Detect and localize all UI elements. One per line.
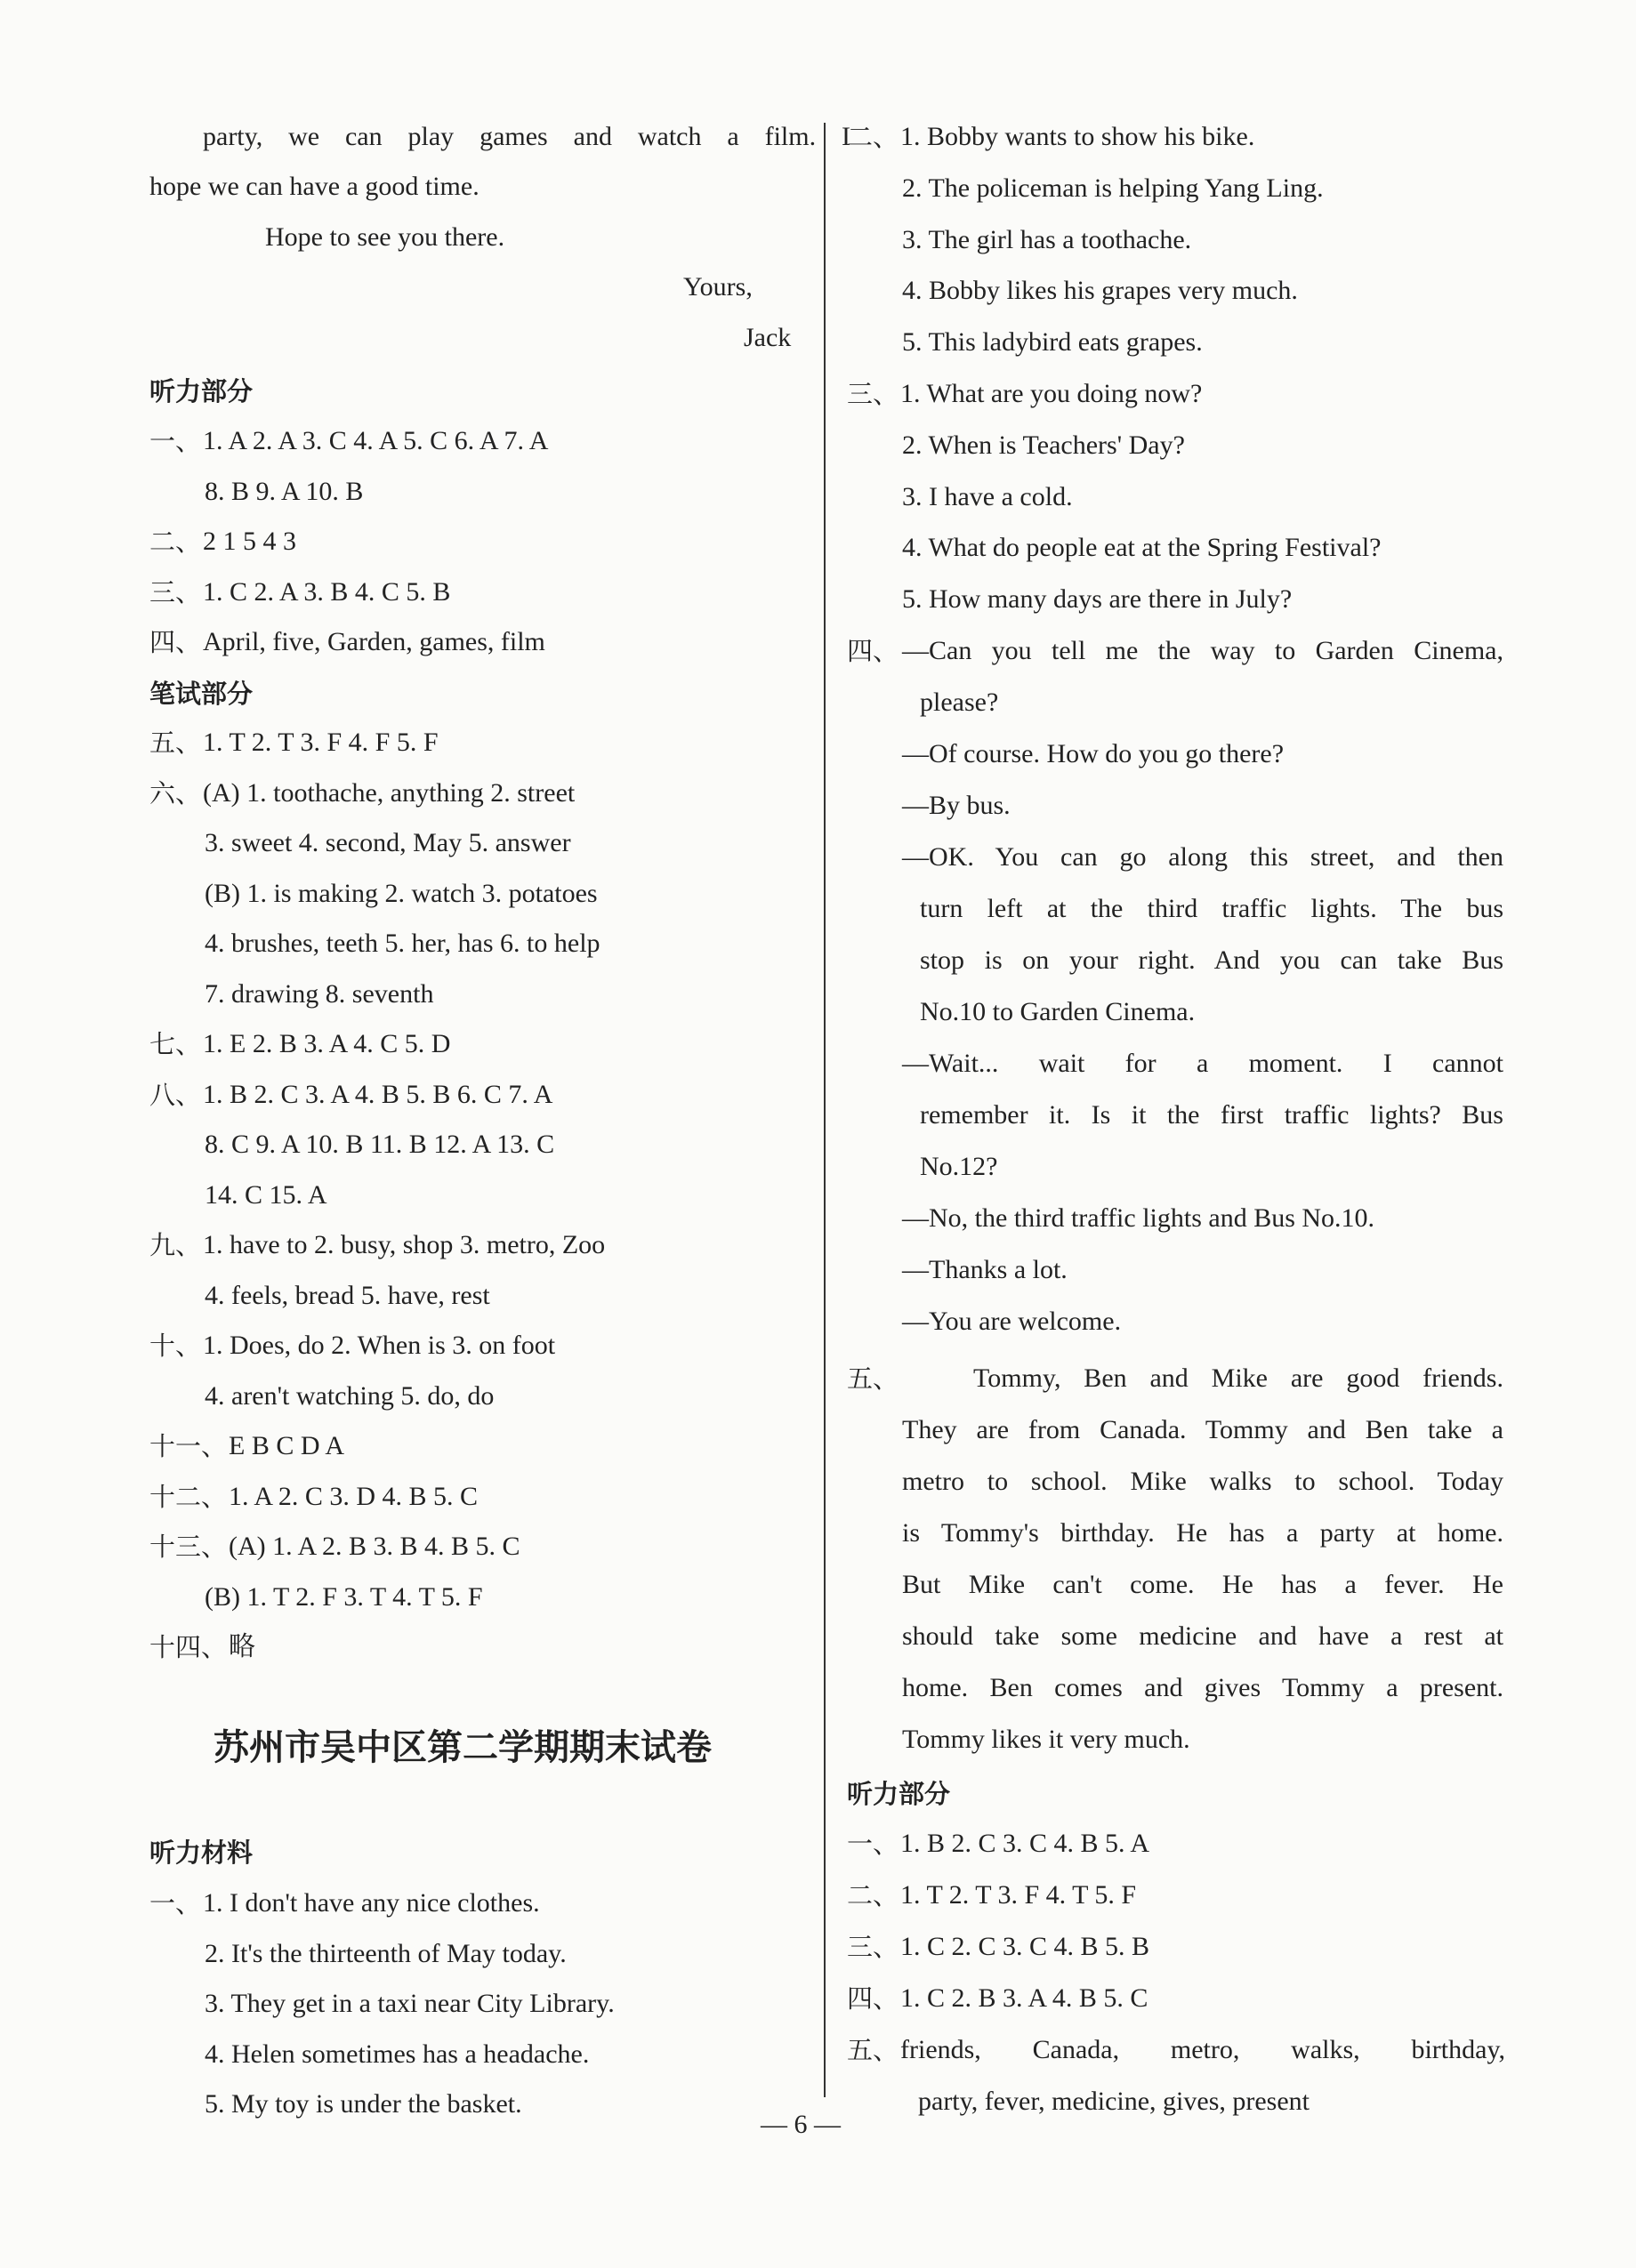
answer-line: 1. B 2. C 3. C 4. B 5. A (900, 1829, 1150, 1858)
item-number: 八、 (149, 1079, 202, 1110)
answer-line: 4. Bobby likes his grapes very much. (902, 276, 1298, 306)
answer-line: April, five, Garden, games, film (203, 627, 545, 656)
answer-line: 1. B 2. C 3. A 4. B 5. B 6. C 7. A (203, 1079, 553, 1109)
answer-line: 8. C 9. A 10. B 11. B 12. A 13. C (205, 1130, 555, 1159)
answer-line: 4. What do people eat at the Spring Festival? (902, 533, 1382, 563)
letter-line: Hope to see you there. (265, 222, 505, 252)
item-number: 一、 (847, 1829, 899, 1859)
section-header: 听力部分 (847, 1779, 951, 1809)
answer-line: 4. feels, bread 5. have, rest (205, 1280, 490, 1310)
answer-line: 略 (229, 1632, 255, 1661)
passage-line: should take some medicine and have a rest at (902, 1621, 1503, 1651)
answer-line: 1. have to 2. busy, shop 3. metro, Zoo (203, 1230, 606, 1259)
answer-line: 1. C 2. A 3. B 4. C 5. B (203, 576, 451, 607)
passage-line: They are from Canada. Tommy and Ben take a (902, 1415, 1503, 1444)
item-number: 一、 (149, 426, 202, 456)
answer-line: 1. C 2. B 3. A 4. B 5. C (900, 1983, 1148, 2013)
answer-line: 14. C 15. A (205, 1179, 327, 1210)
item-number: 十一、 (149, 1431, 228, 1461)
passage-line: But Mike can't come. He has a fever. He (902, 1570, 1503, 1599)
page-number: — 6 — (761, 2110, 841, 2139)
dialogue-line: —OK. You can go along this street, and then (902, 842, 1503, 872)
dialogue-line: turn left at the third traffic lights. The bus (920, 894, 1503, 923)
answer-line: 1. A 2. C 3. D 4. B 5. C (229, 1481, 479, 1511)
answer-line: 7. drawing 8. seventh (205, 978, 434, 1009)
answer-line: 4. Helen sometimes has a headache. (205, 2039, 590, 2069)
answer-line: 1. I don't have any nice clothes. (203, 1888, 540, 1918)
item-number: 二、 (149, 527, 202, 557)
letter-closing: Yours, (683, 272, 753, 302)
dialogue-line: No.10 to Garden Cinema. (920, 997, 1196, 1026)
section-header: 听力部分 (149, 376, 254, 406)
item-number: 五、 (149, 728, 202, 758)
dialogue-line: stop is on your right. And you can take Bus (920, 945, 1503, 975)
dialogue-line: —By bus. (902, 791, 1011, 820)
answer-line: 1. Bobby wants to show his bike. (900, 122, 1255, 151)
dialogue-line: —You are welcome. (902, 1307, 1122, 1336)
item-number: 四、 (847, 1983, 899, 2014)
answer-line: 2 1 5 4 3 (203, 527, 296, 556)
item-number: 三、 (149, 576, 202, 607)
item-number: 十二、 (149, 1481, 228, 1512)
item-number: 一、 (149, 1888, 202, 1918)
answer-line: 1. A 2. A 3. C 4. A 5. C 6. A 7. A (203, 426, 549, 455)
item-number: 十四、 (149, 1632, 228, 1662)
dialogue-line: remember it. Is it the first traffic lights? Bus (920, 1100, 1503, 1130)
dialogue-line: please? (920, 688, 999, 717)
item-number: 十、 (149, 1331, 202, 1361)
answer-line: 3. I have a cold. (902, 481, 1073, 511)
exam-title: 苏州市吴中区第二学期期末试卷 (214, 1727, 712, 1768)
answer-line: 1. What are you doing now? (900, 379, 1203, 408)
item-number: 九、 (149, 1230, 202, 1260)
item-number: 五、 (847, 2035, 899, 2065)
answer-line: (B) 1. T 2. F 3. T 4. T 5. F (205, 1581, 483, 1612)
answer-line: 8. B 9. A 10. B (205, 476, 364, 506)
dialogue-line: —Of course. How do you go there? (902, 739, 1285, 768)
answer-line: (A) 1. toothache, anything 2. street (203, 777, 576, 808)
passage-line: Tommy likes it very much. (902, 1725, 1190, 1754)
answer-line: 3. They get in a taxi near City Library. (205, 1989, 615, 2018)
section-header: 听力材料 (149, 1838, 254, 1868)
answer-line: 3. The girl has a toothache. (902, 224, 1192, 254)
item-number: 七、 (149, 1029, 202, 1059)
passage-line: is Tommy's birthday. He has a party at home. (902, 1518, 1503, 1548)
item-number: 六、 (149, 777, 202, 808)
section-header: 笔试部分 (149, 679, 254, 709)
answer-line: (B) 1. is making 2. watch 3. potatoes (205, 878, 598, 908)
answer-line: 1. Does, do 2. When is 3. on foot (203, 1331, 556, 1360)
answer-line: E B C D A (229, 1431, 345, 1460)
item-number: 三、 (847, 379, 899, 409)
answer-line: 2. When is Teachers' Day? (902, 430, 1185, 460)
dialogue-line: No.12? (920, 1152, 998, 1181)
column-divider (824, 123, 826, 2097)
answer-line: 3. sweet 4. second, May 5. answer (205, 828, 571, 857)
answer-line: 2. It's the thirteenth of May today. (205, 1938, 567, 1968)
passage-line: metro to school. Mike walks to school. Today (902, 1467, 1503, 1496)
answer-line: 1. E 2. B 3. A 4. C 5. D (203, 1029, 451, 1058)
answer-line: 4. aren't watching 5. do, do (205, 1380, 495, 1411)
answer-line: (A) 1. A 2. B 3. B 4. B 5. C (229, 1532, 520, 1561)
answer-line: 5. My toy is under the basket. (205, 2089, 522, 2119)
item-number: 四、 (847, 636, 899, 666)
item-number: 十三、 (149, 1532, 228, 1562)
letter-line: hope we can have a good time. (149, 172, 480, 201)
answer-line: 2. The policeman is helping Yang Ling. (902, 173, 1324, 203)
answer-line: 5. This ladybird eats grapes. (902, 327, 1203, 358)
passage-line: home. Ben comes and gives Tommy a present. (902, 1673, 1503, 1702)
answer-line: 1. T 2. T 3. F 4. F 5. F (203, 728, 439, 757)
dialogue-line: —Can you tell me the way to Garden Cinema, (902, 636, 1503, 665)
answer-line: friends, Canada, metro, walks, birthday, (900, 2035, 1505, 2064)
item-number: 四、 (149, 627, 202, 657)
dialogue-line: —No, the third traffic lights and Bus No.10. (902, 1203, 1375, 1233)
passage-line: Tommy, Ben and Mike are good friends. (973, 1363, 1503, 1393)
answer-line: 1. T 2. T 3. F 4. T 5. F (900, 1880, 1137, 1910)
answer-line: 4. brushes, teeth 5. her, has 6. to help (205, 929, 600, 958)
dialogue-line: —Wait... wait for a moment. I cannot (902, 1049, 1503, 1078)
item-number: 五、 (847, 1363, 899, 1394)
item-number: 二、 (847, 122, 899, 152)
dialogue-line: —Thanks a lot. (902, 1255, 1068, 1284)
answer-line: 5. How many days are there in July? (902, 584, 1293, 615)
letter-signature: Jack (744, 323, 792, 352)
letter-line: party, we can play games and watch a film. I (203, 122, 850, 151)
item-number: 二、 (847, 1880, 899, 1910)
answer-line: 1. C 2. C 3. C 4. B 5. B (900, 1932, 1150, 1961)
item-number: 三、 (847, 1932, 899, 1962)
answer-line: party, fever, medicine, gives, present (918, 2087, 1310, 2116)
